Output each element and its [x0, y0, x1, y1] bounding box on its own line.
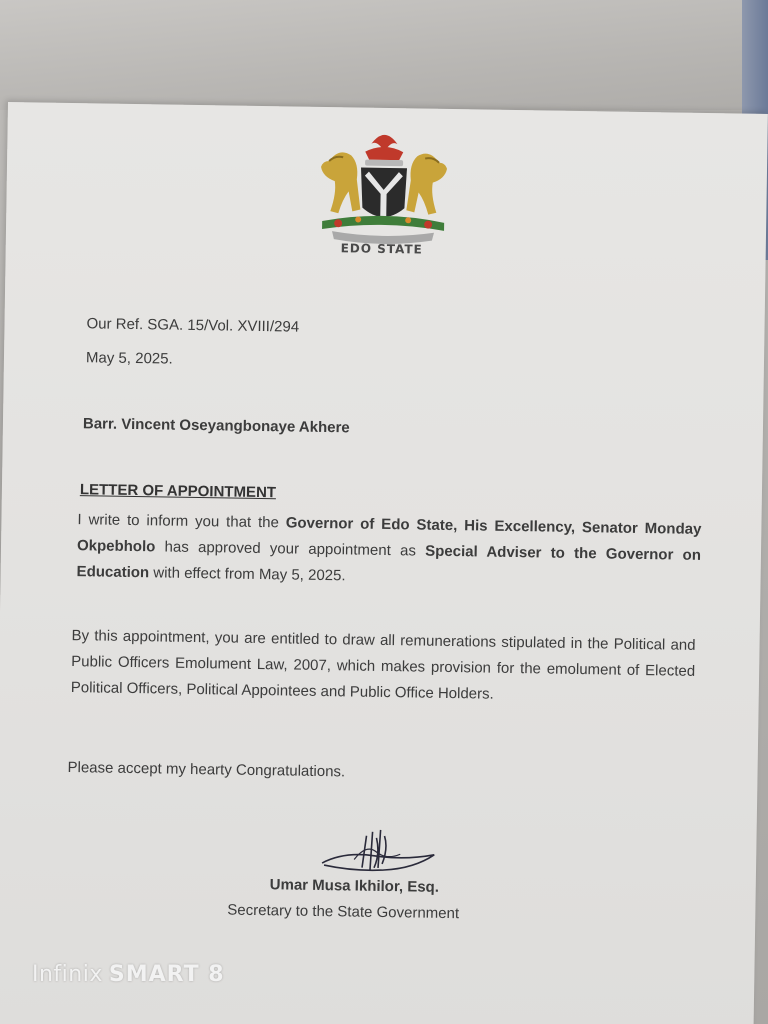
fabric-background: [0, 0, 768, 110]
para1-bold-governor: Governor of Edo State, His Excellency, Senator Monday Okpebholo: [76, 514, 702, 556]
letter-heading: LETTER OF APPOINTMENT: [79, 481, 277, 502]
para1-text-1: I write to inform you that the: [77, 511, 286, 532]
para1-bold-position: Special Adviser to the Governor on Education: [76, 542, 702, 582]
letter-paper: [0, 102, 768, 1024]
recipient-name: Barr. Vincent Oseyangbonaye Akhere: [82, 415, 350, 437]
crest-label: EDO STATE: [340, 241, 423, 257]
closing-line: Please accept my hearty Congratulations.: [67, 759, 346, 781]
reference-number: Our Ref. SGA. 15/Vol. XVIII/294: [86, 315, 300, 336]
camera-watermark: [32, 962, 225, 987]
para1-text-2: has approved your appointment as: [155, 538, 426, 560]
watermark-model: SMART 8: [108, 962, 225, 987]
body-paragraph-remuneration: By this appointment, you are entitled to draw all remunerations stipulated in the Political and Public Officers Emolument Law, 2007, which makes provision for the emolument of Elected Political Officers, Political Appointees and Public Office Holders.: [70, 627, 696, 703]
para1-text-3: with effect from May 5, 2025.: [149, 564, 346, 585]
handwritten-signature-icon: [314, 823, 445, 885]
signer-name: Umar Musa Ikhilor, Esq.: [269, 876, 440, 896]
watermark-brand: Infinix: [32, 962, 103, 987]
body-paragraph-appointment: [76, 507, 701, 595]
signer-title: Secretary to the State Government: [227, 901, 460, 923]
letter-date: May 5, 2025.: [85, 349, 173, 368]
